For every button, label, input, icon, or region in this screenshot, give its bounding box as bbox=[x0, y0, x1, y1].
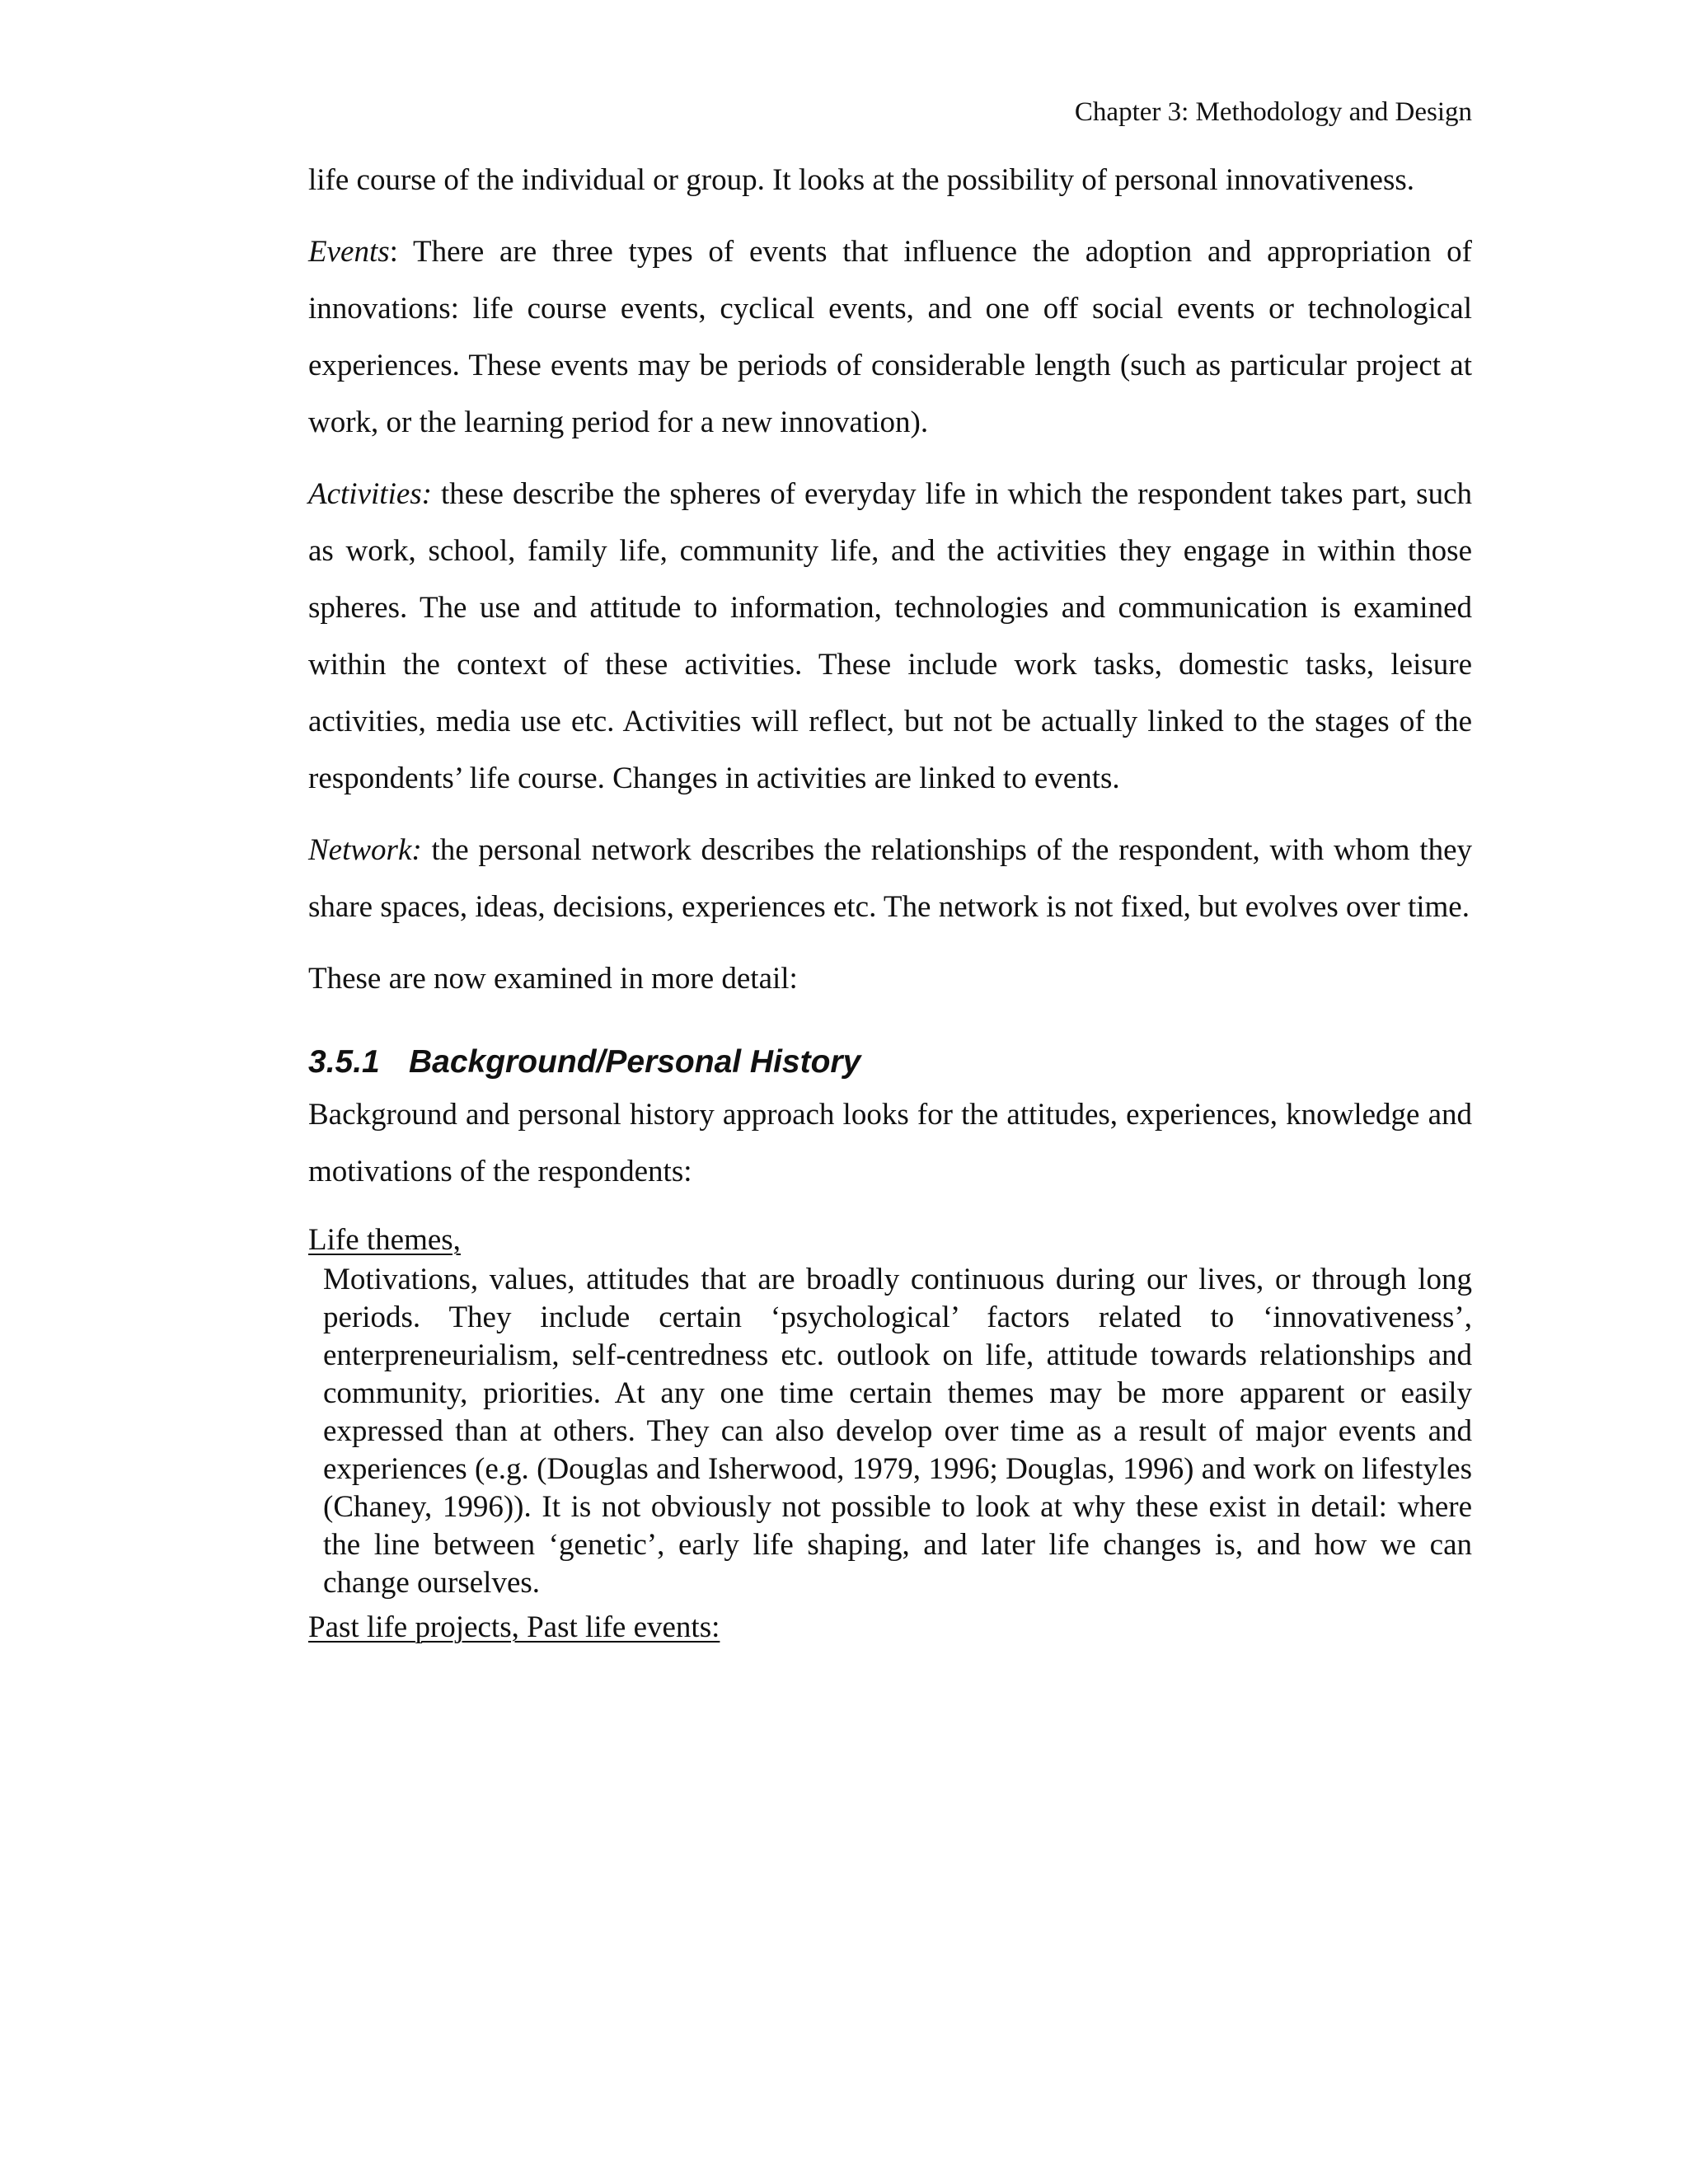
page-content bbox=[308, 152, 1472, 1648]
activities-term: Activities: bbox=[308, 477, 432, 511]
intro-paragraph: life course of the individual or group. It looks at the possibility of personal innovativeness. bbox=[308, 163, 1415, 197]
transition-paragraph: These are now examined in more detail: bbox=[308, 962, 798, 996]
section-heading bbox=[308, 1038, 1472, 1086]
network-paragraph bbox=[308, 822, 1472, 935]
events-paragraph bbox=[308, 223, 1472, 451]
events-term: Events bbox=[308, 235, 390, 269]
running-header: Chapter 3: Methodology and Design bbox=[1074, 97, 1472, 127]
life-themes-heading: Life themes, bbox=[308, 1223, 461, 1257]
section-title: Background/Personal History bbox=[409, 1044, 861, 1080]
section-intro-paragraph: Background and personal history approach looks for the attitudes, experiences, knowledge and motivations of the respondents: bbox=[308, 1098, 1472, 1188]
network-text: the personal network describes the relationships of the respondent, with whom they share spaces, ideas, decisions, experiences etc. The network is not fixed, but evolves over time. bbox=[308, 833, 1472, 924]
activities-paragraph bbox=[308, 466, 1472, 807]
events-text: : There are three types of events that influence the adoption and appropriation of innovations: life course events, cyclical events, and one off social events or technological experiences. These events may be periods of considerable length (such as particular project at work, or the learning period for a new innovation). bbox=[308, 235, 1472, 439]
section-number: 3.5.1 bbox=[308, 1044, 380, 1080]
network-term: Network: bbox=[308, 833, 422, 867]
life-themes-paragraph: Motivations, values, attitudes that are broadly continuous during our lives, or through long periods. They include certain ‘psychological’ factors related to ‘innovativeness’, enterpreneurialism, self-centredness etc. outlook on life, attitude towards relationships and community, priorities. At any one time certain themes may be more apparent or easily expressed than at others. They can also develop over time as a result of major events and experiences (e.g. (Douglas and Isherwood, 1979, 1996; Douglas, 1996) and work on lifestyles (Chaney, 1996)). It is not obviously not possible to look at why these exist in detail: where the line between ‘genetic’, early life shaping, and later life changes is, and how we can change ourselves. bbox=[323, 1263, 1472, 1600]
activities-text: these describe the spheres of everyday life in which the respondent takes part, such as work, school, family life, community life, and the activities they engage in within those spheres. The use and attitude to information, technologies and communication is examined within the context of these activities. These include work tasks, domestic tasks, leisure activities, media use etc. Activities will reflect, but not be actually linked to the stages of the respondents’ life course. Changes in activities are linked to events. bbox=[308, 477, 1472, 795]
past-life-heading: Past life projects, Past life events: bbox=[308, 1610, 720, 1644]
